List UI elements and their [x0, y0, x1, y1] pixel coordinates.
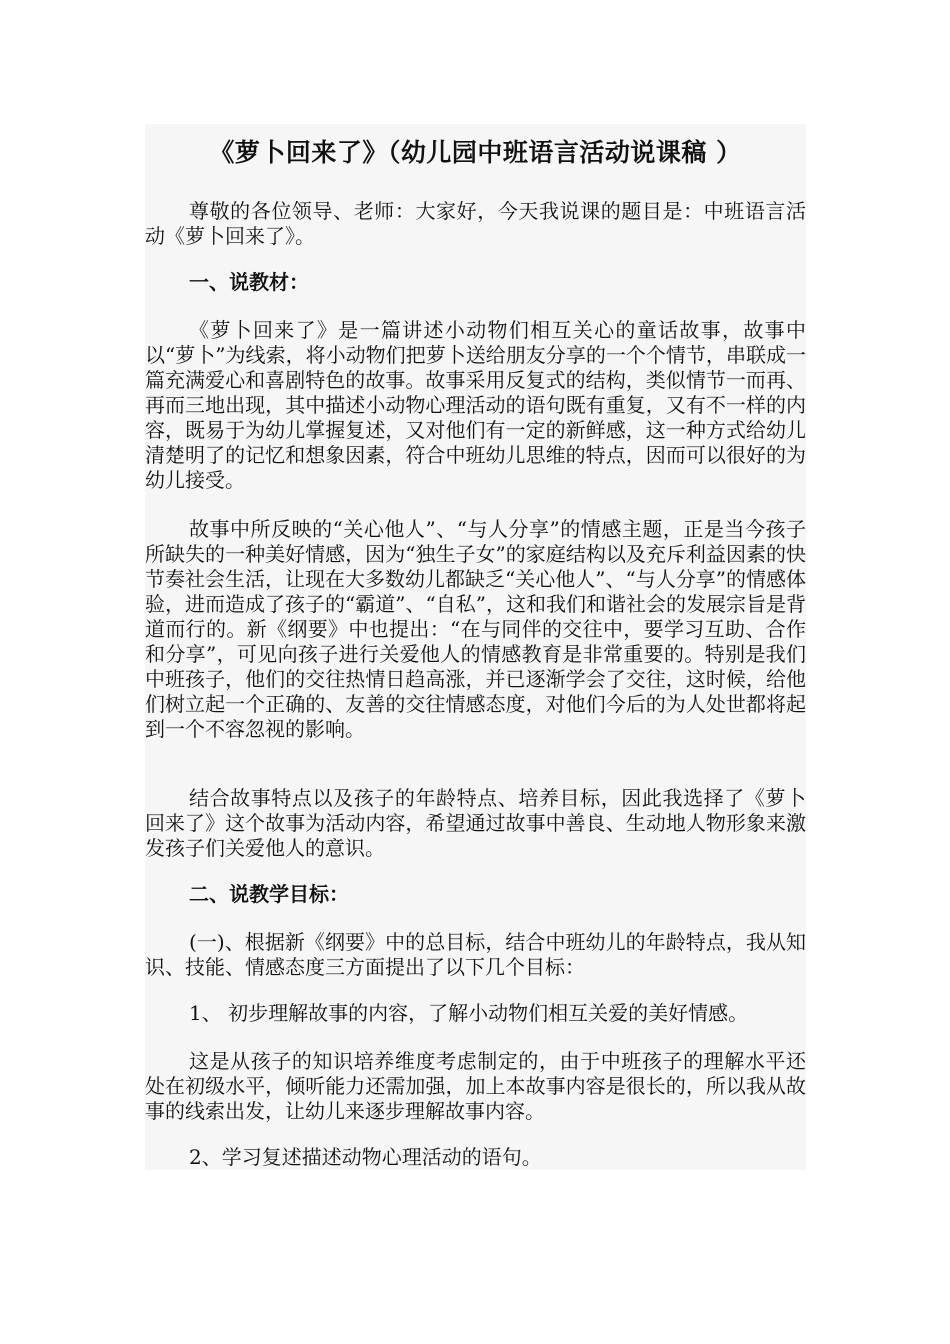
section-heading-objectives: 二、说教学目标： — [189, 882, 349, 906]
document-title: 《萝卜回来了》（幼儿园中班语言活动说课稿 ） — [209, 138, 742, 167]
paragraph-selection-reason: 结合故事特点以及孩子的年龄特点、培养目标，因此我选择了《萝卜回来了》这个故事为活动内容，希望通过故事中善良、生动地人物形象来激发孩子们关爱他人的意识。 — [145, 786, 806, 860]
paragraph-objective-1-explanation: 这是从孩子的知识培养维度考虑制定的，由于中班孩子的理解水平还处在初级水平，倾听能力还需加强，加上本故事内容是很长的，所以我从故事的线索出发，让幼儿来逐步理解故事内容。 — [145, 1049, 806, 1123]
objective-item-2: 2、学习复述描述动物心理活动的语句。 — [189, 1145, 542, 1169]
document-page — [145, 124, 806, 1170]
paragraph-objectives-intro: (一)、根据新《纲要》中的总目标，结合中班幼儿的年龄特点，我从知识、技能、情感态度三方面提出了以下几个目标： — [145, 930, 806, 979]
section-heading-materials: 一、说教材： — [189, 270, 309, 294]
paragraph-emotional-theme: 故事中所反映的“关心他人”、“与人分享”的情感主题，正是当今孩子所缺失的一种美好情感，因为“独生子女”的家庭结构以及充斥利益因素的快节奏社会生活，让现在大多数幼儿都缺乏“关心他人”、“与人分享”的情感体验，进而造成了孩子的“霸道”、“自私”，这和我们和谐社会的发展宗旨是背道而行的。新《纲要》中也提出：“在与同伴的交往中，要学习互助、合作和分享”，可见向孩子进行关爱他人的情感教育是非常重要的。特别是我们中班孩子，他们的交往热情日趋高涨，并已逐渐学会了交往，这时候，给他们树立起一个正确的、友善的交往情感态度，对他们今后的为人处世都将起到一个不容忽视的影响。 — [145, 517, 806, 741]
paragraph-greeting: 尊敬的各位领导、老师：大家好，今天我说课的题目是：中班语言活动《萝卜回来了》。 — [145, 199, 806, 248]
objective-item-1: 1、 初步理解故事的内容，了解小动物们相互关爱的美好情感。 — [189, 1001, 749, 1025]
paragraph-materials-intro: 《萝卜回来了》是一篇讲述小动物们相互关心的童话故事，故事中以“萝卜”为线索，将小动物们把萝卜送给朋友分享的一个个情节，串联成一篇充满爱心和喜剧特色的故事。故事采用反复式的结构，类似情节一而再、再而三地出现，其中描述小动物心理活动的语句既有重复，又有不一样的内容，既易于为幼儿掌握复述，又对他们有一定的新鲜感，这一种方式给幼儿清楚明了的记忆和想象因素，符合中班幼儿思维的特点，因而可以很好的为幼儿接受。 — [145, 318, 806, 492]
